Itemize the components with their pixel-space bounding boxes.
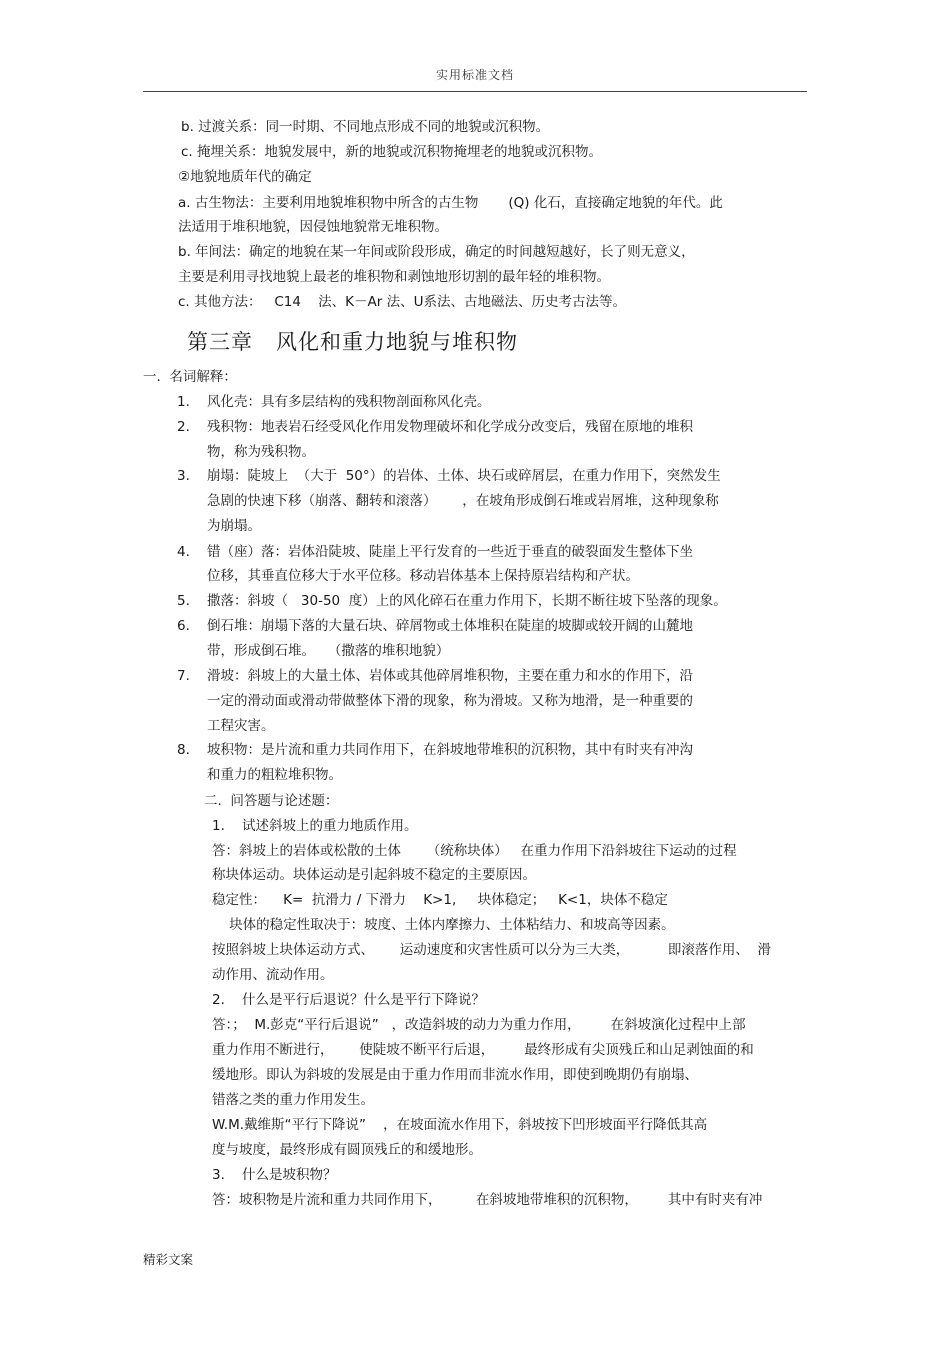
term-line: 物，称为残积物。: [177, 444, 316, 460]
qa-line: 动作用、流动作用。: [212, 967, 334, 983]
term-line: 一定的滑动面或滑动带做整体下滑的现象，称为滑坡。又称为地滑，是一种重要的: [177, 693, 694, 709]
term-line: 7. 滑坡：斜坡上的大量土体、岩体或其他碎屑堆积物，主要在重力和水的作用下，沿: [177, 668, 694, 684]
qa-line: 稳定性： K= 抗滑力 / 下滑力 K>1, 块体稳定； K<1，块体不稳定: [212, 892, 668, 908]
section-heading: 一. 名词解释：: [143, 369, 237, 385]
qa-line: 答：； M.彭克“平行后退说” ，改造斜坡的动力为重力作用， 在斜坡演化过程中上部: [212, 1017, 746, 1033]
qa-line: 错落之类的重力作用发生。: [212, 1092, 374, 1108]
qa-line: 按照斜坡上块体运动方式、 运动速度和灾害性质可以分为三大类， 即滚落作用、 滑: [212, 942, 771, 958]
term-line: 5. 撒落：斜坡（ 30-50 度）上的风化碎石在重力作用下，长期不断往坡下坠落的现象。: [177, 593, 727, 609]
intro-line: 法适用于堆积地貌，因侵蚀地貌常无堆积物。: [178, 219, 448, 235]
qa-line: 答：斜坡上的岩体或松散的土体 （统称块体） 在重力作用下沿斜坡往下运动的过程: [212, 843, 737, 859]
qa-line: 度与坡度，最终形成有圆顶残丘的和缓地形。: [212, 1142, 482, 1158]
term-line: 4. 错（座）落：岩体沿陡坡、陡崖上平行发育的一些近于垂直的破裂面发生整体下坐: [177, 544, 694, 560]
term-line: 为崩塌。: [177, 518, 262, 534]
term-line: 2. 残积物：地表岩石经受风化作用发物理破坏和化学成分改变后，残留在原地的堆积: [177, 419, 694, 435]
term-line: 8. 坡积物：是片流和重力共同作用下，在斜坡地带堆积的沉积物，其中有时夹有冲沟: [177, 742, 694, 758]
qa-line: 重力作用不断进行， 使陡坡不断平行后退， 最终形成有尖顶残丘和山足剥蚀面的和: [212, 1042, 754, 1058]
page-header: 实用标准文档: [435, 68, 514, 82]
term-line: 带，形成倒石堆。 （撒落的堆积地貌）: [177, 643, 450, 659]
header-rule: [143, 91, 807, 92]
intro-line: a. 古生物法：主要利用地貌堆积物中所含的古生物 (Q) 化石，直接确定地貌的年代。此: [178, 195, 723, 211]
term-line: 工程灾害。: [177, 718, 275, 734]
intro-line: ②地貌地质年代的确定: [178, 169, 312, 185]
term-line: 位移，其垂直位移大于水平位移。移动岩体基本上保持原岩结构和产状。: [177, 568, 640, 584]
term-line: 3. 崩塌：陡坡上 （大于 50°）的岩体、土体、块石或碎屑层，在重力作用下，突然发生: [177, 468, 721, 484]
term-line: 1. 风化壳：具有多层结构的残积物剖面称风化壳。: [177, 394, 491, 410]
term-line: 6. 倒石堆：崩塌下落的大量石块、碎屑物或土体堆积在陡崖的坡脚或较开阔的山麓地: [177, 618, 694, 634]
term-line: 和重力的粗粒堆积物。: [177, 767, 343, 783]
qa-line: W.M.戴维斯“平行下降说” ，在坡面流水作用下，斜坡按下凹形坡面平行降低其高: [212, 1117, 708, 1133]
qa-line: 2. 什么是平行后退说？什么是平行下降说？: [212, 992, 486, 1008]
qa-line: 3. 什么是坡积物？: [212, 1167, 337, 1183]
qa-line: 缓地形。即认为斜坡的发展是由于重力作用而非流水作用，即使到晚期仍有崩塌、: [212, 1067, 698, 1083]
section-heading: 二. 问答题与论述题：: [204, 793, 339, 809]
intro-line: c. 其他方法： C14 法、K－Ar 法、U系法、古地磁法、历史考古法等。: [178, 294, 626, 310]
intro-line: b. 年间法：确定的地貌在某一年间或阶段形成，确定的时间越短越好，长了则无意义，: [178, 244, 695, 260]
qa-line: 块体的稳定性取决于：坡度、土体内摩擦力、土体粘结力、和坡高等因素。: [212, 917, 675, 933]
term-line: 急剧的快速下移（崩落、翻转和滚落） ，在坡角形成倒石堆或岩屑堆，这种现象称: [177, 493, 719, 509]
intro-line: c. 掩埋关系：地貌发展中，新的地貌或沉积物掩埋老的地貌或沉积物。: [181, 144, 603, 160]
qa-line: 1. 试述斜坡上的重力地质作用。: [212, 818, 418, 834]
intro-line: 主要是利用寻找地貌上最老的堆积物和剥蚀地形切割的最年轻的堆积物。: [178, 269, 610, 285]
qa-line: 称块体运动。块体运动是引起斜坡不稳定的主要原因。: [212, 867, 536, 883]
page-footer: 精彩文案: [143, 1252, 194, 1267]
chapter-title: 第三章 风化和重力地貌与堆积物: [187, 330, 519, 354]
intro-line: b. 过渡关系：同一时期、不同地点形成不同的地貌或沉积物。: [181, 119, 550, 135]
qa-line: 答：坡积物是片流和重力共同作用下， 在斜坡地带堆积的沉积物， 其中有时夹有冲: [212, 1192, 763, 1208]
